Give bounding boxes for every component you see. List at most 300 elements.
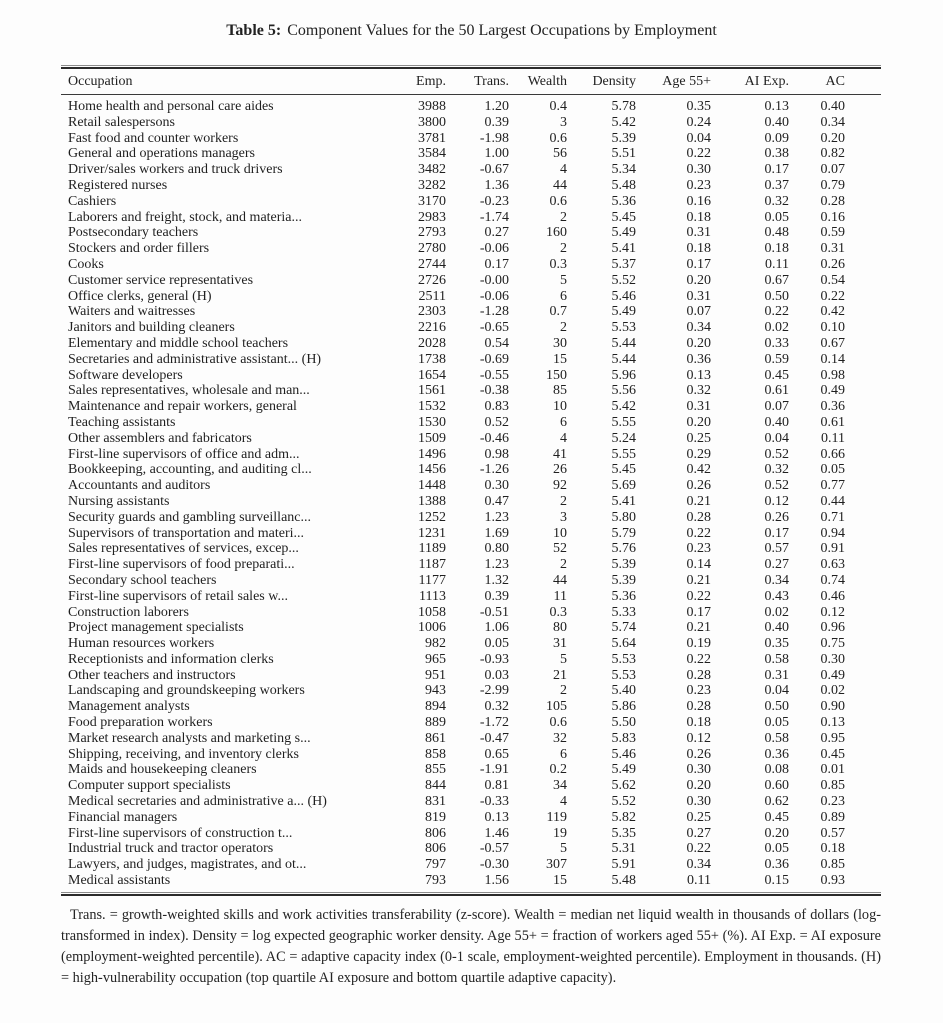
cell-age55: 0.30: [686, 794, 711, 810]
cell-density: 5.51: [611, 146, 636, 162]
cell-ai-exp: 0.40: [764, 414, 789, 430]
cell-ac: 0.26: [820, 256, 845, 272]
cell-ai-exp: 0.15: [764, 873, 789, 889]
cell-ac: 0.10: [820, 320, 845, 336]
cell-age55: 0.31: [686, 288, 711, 304]
table-caption: [0, 22, 943, 40]
cell-age55: 0.19: [686, 636, 711, 652]
cell-ai-exp: 0.43: [764, 588, 789, 604]
cell-emp: 844: [425, 778, 446, 794]
cell-ai-exp: 0.11: [765, 256, 789, 272]
cell-age55: 0.14: [686, 557, 711, 573]
cell-ai-exp: 0.17: [764, 525, 789, 541]
cell-ac: 0.67: [820, 335, 845, 351]
cell-occupation: Secretaries and administrative assistant... (H): [68, 351, 322, 367]
cell-trans: 1.32: [484, 572, 509, 588]
cell-wealth: 92: [553, 478, 567, 494]
table-row: [61, 431, 881, 447]
table-row: [61, 541, 881, 557]
cell-age55: 0.18: [686, 715, 711, 731]
cell-emp: 2744: [418, 256, 446, 272]
cell-ai-exp: 0.13: [764, 99, 789, 114]
cell-wealth: 4: [560, 162, 567, 178]
table-row: [61, 652, 881, 668]
cell-density: 5.40: [611, 683, 636, 699]
cell-density: 5.46: [611, 288, 636, 304]
cell-wealth: 5: [560, 272, 567, 288]
cell-ai-exp: 0.07: [764, 399, 789, 415]
cell-wealth: 19: [553, 825, 567, 841]
table-body: [61, 95, 881, 892]
cell-ai-exp: 0.45: [764, 367, 789, 383]
cell-ai-exp: 0.48: [764, 225, 789, 241]
cell-occupation: Teaching assistants: [68, 414, 176, 430]
cell-density: 5.79: [611, 525, 636, 541]
cell-trans: 0.17: [484, 256, 509, 272]
cell-emp: 3170: [418, 193, 446, 209]
table-row: [61, 131, 881, 147]
cell-trans: 0.52: [484, 414, 509, 430]
col-header-age55: Age 55+: [636, 69, 711, 95]
cell-occupation: Postsecondary teachers: [68, 225, 199, 241]
cell-trans: 0.03: [484, 667, 509, 683]
cell-ac: 0.90: [820, 699, 845, 715]
cell-density: 5.49: [611, 225, 636, 241]
cell-trans: -1.26: [479, 462, 509, 478]
cell-ac: 0.95: [820, 730, 845, 746]
cell-density: 5.53: [611, 667, 636, 683]
cell-density: 5.82: [611, 809, 636, 825]
cell-ac: 0.01: [820, 762, 845, 778]
cell-trans: -0.30: [479, 857, 509, 873]
cell-ac: 0.61: [820, 414, 845, 430]
cell-occupation: Retail salespersons: [68, 114, 175, 130]
cell-density: 5.42: [611, 114, 636, 130]
cell-occupation: Food preparation workers: [68, 715, 213, 731]
cell-occupation: Computer support specialists: [68, 778, 231, 794]
table-row: [61, 415, 881, 431]
cell-wealth: 32: [553, 730, 567, 746]
cell-ai-exp: 0.18: [764, 241, 789, 257]
cell-age55: 0.28: [686, 509, 711, 525]
cell-ai-exp: 0.09: [764, 130, 789, 146]
table-row: [61, 636, 881, 652]
cell-age55: 0.31: [686, 225, 711, 241]
table-row: [61, 115, 881, 131]
cell-density: 5.36: [611, 588, 636, 604]
cell-age55: 0.34: [686, 857, 711, 873]
cell-density: 5.50: [611, 715, 636, 731]
cell-age55: 0.12: [686, 730, 711, 746]
cell-ai-exp: 0.20: [764, 825, 789, 841]
cell-ac: 0.22: [820, 288, 845, 304]
cell-emp: 1509: [418, 430, 446, 446]
table-row: [61, 762, 881, 778]
cell-trans: -0.55: [479, 367, 509, 383]
cell-density: 5.78: [611, 99, 636, 114]
cell-ac: 0.79: [820, 177, 845, 193]
cell-trans: -0.47: [479, 730, 509, 746]
cell-wealth: 80: [553, 620, 567, 636]
occupations-table: [61, 69, 881, 892]
cell-wealth: 41: [553, 446, 567, 462]
cell-occupation: Office clerks, general (H): [68, 288, 212, 304]
cell-age55: 0.17: [686, 604, 711, 620]
cell-density: 5.52: [611, 794, 636, 810]
cell-wealth: 0.6: [549, 130, 567, 146]
cell-density: 5.42: [611, 399, 636, 415]
table-row: [61, 304, 881, 320]
cell-occupation: Lawyers, and judges, magistrates, and ot...: [68, 857, 307, 873]
table-5: [61, 65, 881, 896]
cell-age55: 0.29: [686, 446, 711, 462]
cell-ac: 0.46: [820, 588, 845, 604]
cell-age55: 0.21: [686, 620, 711, 636]
cell-density: 5.44: [611, 335, 636, 351]
table-row: [61, 178, 881, 194]
cell-trans: 0.30: [484, 478, 509, 494]
cell-occupation: Human resources workers: [68, 636, 215, 652]
cell-wealth: 3: [560, 114, 567, 130]
cell-density: 5.44: [611, 351, 636, 367]
table-footnote: Trans. = growth-weighted skills and work activities transferability (z-score). Wealth = median net liquid wealth in thousands of dollars (log-transformed in index). Density = log expected geographic worker density. Age 55+ = fraction of workers aged 55+ (%). AI Exp. = AI exposure (employment-weighted percentile). AC = adaptive capacity index (0-1 scale, employment-weighted percentile). Employment in thousands. (H) = high-vulnerability occupation (top quartile AI exposure and bottom quartile adaptive capacity).: [61, 906, 881, 986]
cell-density: 5.91: [611, 857, 636, 873]
cell-ai-exp: 0.05: [764, 209, 789, 225]
cell-ai-exp: 0.32: [764, 193, 789, 209]
cell-ai-exp: 0.38: [764, 146, 789, 162]
cell-wealth: 5: [560, 651, 567, 667]
table-row: [61, 289, 881, 305]
cell-ai-exp: 0.26: [764, 509, 789, 525]
cell-ac: 0.94: [820, 525, 845, 541]
cell-ai-exp: 0.37: [764, 177, 789, 193]
cell-density: 5.33: [611, 604, 636, 620]
cell-age55: 0.26: [686, 478, 711, 494]
cell-ai-exp: 0.60: [764, 778, 789, 794]
cell-wealth: 4: [560, 794, 567, 810]
cell-trans: 0.05: [484, 636, 509, 652]
cell-ac: 0.07: [820, 162, 845, 178]
cell-occupation: Home health and personal care aides: [68, 99, 274, 114]
cell-ai-exp: 0.62: [764, 794, 789, 810]
cell-ac: 0.82: [820, 146, 845, 162]
cell-age55: 0.23: [686, 177, 711, 193]
cell-wealth: 31: [553, 636, 567, 652]
cell-density: 5.74: [611, 620, 636, 636]
header-row: [61, 69, 881, 95]
cell-emp: 1058: [418, 604, 446, 620]
cell-wealth: 4: [560, 430, 567, 446]
cell-ac: 0.02: [820, 683, 845, 699]
cell-occupation: Secondary school teachers: [68, 572, 217, 588]
table-row: [61, 715, 881, 731]
cell-density: 5.41: [611, 493, 636, 509]
cell-age55: 0.17: [686, 256, 711, 272]
cell-trans: -0.69: [479, 351, 509, 367]
cell-emp: 1187: [418, 557, 446, 573]
cell-emp: 793: [425, 873, 446, 889]
cell-ac: 0.93: [820, 873, 845, 889]
cell-ai-exp: 0.32: [764, 462, 789, 478]
table-row: [61, 494, 881, 510]
cell-trans: 0.83: [484, 399, 509, 415]
cell-ac: 0.31: [820, 241, 845, 257]
cell-density: 5.96: [611, 367, 636, 383]
cell-trans: -2.99: [479, 683, 509, 699]
cell-age55: 0.35: [686, 99, 711, 114]
table-row: [61, 683, 881, 699]
cell-occupation: Construction laborers: [68, 604, 189, 620]
cell-wealth: 2: [560, 493, 567, 509]
cell-emp: 831: [425, 794, 446, 810]
cell-ac: 0.66: [820, 446, 845, 462]
cell-emp: 2780: [418, 241, 446, 257]
cell-ai-exp: 0.59: [764, 351, 789, 367]
cell-wealth: 6: [560, 746, 567, 762]
cell-trans: 0.80: [484, 541, 509, 557]
cell-emp: 2028: [418, 335, 446, 351]
table-row: [61, 857, 881, 873]
cell-occupation: Software developers: [68, 367, 183, 383]
table-row: [61, 810, 881, 826]
cell-ai-exp: 0.36: [764, 857, 789, 873]
cell-density: 5.37: [611, 256, 636, 272]
cell-wealth: 30: [553, 335, 567, 351]
col-header-emp: Emp.: [391, 69, 446, 95]
cell-occupation: Financial managers: [68, 809, 178, 825]
cell-emp: 1456: [418, 462, 446, 478]
cell-emp: 1189: [418, 541, 446, 557]
table-row: [61, 194, 881, 210]
table-row: [61, 462, 881, 478]
table-row: [61, 841, 881, 857]
cell-wealth: 105: [546, 699, 567, 715]
cell-ac: 0.54: [820, 272, 845, 288]
cell-ai-exp: 0.27: [764, 557, 789, 573]
table-row: [61, 605, 881, 621]
table-row: [61, 399, 881, 415]
table-bottom-rule: [61, 892, 881, 896]
cell-ai-exp: 0.34: [764, 572, 789, 588]
cell-occupation: First-line supervisors of office and adm...: [68, 446, 300, 462]
cell-occupation: Waiters and waitresses: [68, 304, 196, 320]
cell-trans: 0.98: [484, 446, 509, 462]
cell-trans: 1.23: [484, 557, 509, 573]
cell-emp: 1561: [418, 383, 446, 399]
cell-age55: 0.22: [686, 588, 711, 604]
cell-occupation: Elementary and middle school teachers: [68, 335, 289, 351]
cell-density: 5.31: [611, 841, 636, 857]
cell-occupation: Management analysts: [68, 699, 190, 715]
cell-occupation: First-line supervisors of construction t...: [68, 825, 293, 841]
cell-density: 5.55: [611, 414, 636, 430]
cell-occupation: Shipping, receiving, and inventory clerks: [68, 746, 299, 762]
cell-ac: 0.96: [820, 620, 845, 636]
cell-occupation: Sales representatives, wholesale and man...: [68, 383, 310, 399]
cell-age55: 0.32: [686, 383, 711, 399]
cell-emp: 3584: [418, 146, 446, 162]
cell-age55: 0.18: [686, 241, 711, 257]
cell-occupation: First-line supervisors of food preparati...: [68, 557, 295, 573]
table-row: [61, 699, 881, 715]
cell-ai-exp: 0.57: [764, 541, 789, 557]
cell-occupation: Customer service representatives: [68, 272, 254, 288]
col-header-density: Density: [567, 69, 636, 95]
cell-ac: 0.63: [820, 557, 845, 573]
cell-trans: 1.36: [484, 177, 509, 193]
table-row: [61, 447, 881, 463]
cell-ai-exp: 0.22: [764, 304, 789, 320]
table-row: [61, 731, 881, 747]
cell-ac: 0.11: [821, 430, 845, 446]
cell-trans: -1.72: [479, 715, 509, 731]
cell-occupation: Bookkeeping, accounting, and auditing cl...: [68, 462, 312, 478]
cell-emp: 3282: [418, 177, 446, 193]
cell-trans: -0.93: [479, 651, 509, 667]
cell-ai-exp: 0.04: [764, 430, 789, 446]
cell-ai-exp: 0.61: [764, 383, 789, 399]
table-caption-label: Table 5:: [226, 22, 282, 39]
cell-trans: -0.06: [479, 288, 509, 304]
cell-ac: 0.59: [820, 225, 845, 241]
cell-ac: 0.89: [820, 809, 845, 825]
table-row: [61, 510, 881, 526]
cell-wealth: 0.6: [549, 715, 567, 731]
cell-ac: 0.18: [820, 841, 845, 857]
cell-trans: 0.81: [484, 778, 509, 794]
cell-ai-exp: 0.31: [764, 667, 789, 683]
cell-wealth: 6: [560, 288, 567, 304]
cell-wealth: 0.7: [549, 304, 567, 320]
cell-density: 5.55: [611, 446, 636, 462]
cell-density: 5.56: [611, 383, 636, 399]
cell-wealth: 15: [553, 873, 567, 889]
cell-density: 5.39: [611, 557, 636, 573]
cell-wealth: 150: [546, 367, 567, 383]
cell-occupation: General and operations managers: [68, 146, 255, 162]
cell-trans: -0.46: [479, 430, 509, 446]
cell-emp: 3482: [418, 162, 446, 178]
cell-wealth: 160: [546, 225, 567, 241]
cell-occupation: Supervisors of transportation and materi...: [68, 525, 305, 541]
cell-emp: 3988: [418, 99, 446, 114]
cell-ai-exp: 0.50: [764, 699, 789, 715]
cell-emp: 806: [425, 825, 446, 841]
cell-trans: -0.51: [479, 604, 509, 620]
cell-emp: 1252: [418, 509, 446, 525]
cell-age55: 0.34: [686, 320, 711, 336]
cell-wealth: 0.2: [549, 762, 567, 778]
cell-age55: 0.20: [686, 335, 711, 351]
cell-density: 5.39: [611, 572, 636, 588]
cell-emp: 2216: [418, 320, 446, 336]
table-row: [61, 368, 881, 384]
cell-emp: 797: [425, 857, 446, 873]
cell-age55: 0.22: [686, 146, 711, 162]
table-row: [61, 257, 881, 273]
cell-trans: -0.33: [479, 794, 509, 810]
cell-density: 5.49: [611, 762, 636, 778]
cell-age55: 0.24: [686, 114, 711, 130]
cell-trans: -1.74: [479, 209, 509, 225]
cell-ac: 0.75: [820, 636, 845, 652]
cell-occupation: Stockers and order fillers: [68, 241, 210, 257]
cell-wealth: 2: [560, 683, 567, 699]
cell-trans: -1.98: [479, 130, 509, 146]
table-row: [61, 241, 881, 257]
cell-age55: 0.16: [686, 193, 711, 209]
cell-trans: 0.47: [484, 493, 509, 509]
cell-age55: 0.20: [686, 272, 711, 288]
cell-occupation: Sales representatives of services, excep...: [68, 541, 299, 557]
cell-emp: 889: [425, 715, 446, 731]
cell-ac: 0.49: [820, 667, 845, 683]
table-caption-text: Component Values for the 50 Largest Occupations by Employment: [287, 22, 717, 39]
cell-ac: 0.74: [820, 572, 845, 588]
cell-occupation: Market research analysts and marketing s...: [68, 730, 311, 746]
col-header-trans: Trans.: [446, 69, 509, 95]
cell-wealth: 0.3: [549, 256, 567, 272]
cell-occupation: Accountants and auditors: [68, 478, 211, 494]
cell-ac: 0.34: [820, 114, 845, 130]
cell-wealth: 307: [546, 857, 567, 873]
cell-emp: 819: [425, 809, 446, 825]
cell-age55: 0.20: [686, 778, 711, 794]
cell-ai-exp: 0.05: [764, 715, 789, 731]
cell-trans: 1.56: [484, 873, 509, 889]
table-row: [61, 320, 881, 336]
cell-age55: 0.27: [686, 825, 711, 841]
cell-ai-exp: 0.08: [764, 762, 789, 778]
cell-wealth: 10: [553, 399, 567, 415]
cell-wealth: 0.3: [549, 604, 567, 620]
cell-trans: 1.46: [484, 825, 509, 841]
cell-density: 5.53: [611, 320, 636, 336]
cell-emp: 894: [425, 699, 446, 715]
cell-occupation: Janitors and building cleaners: [68, 320, 235, 336]
cell-emp: 1496: [418, 446, 446, 462]
table-row: [61, 794, 881, 810]
cell-age55: 0.23: [686, 683, 711, 699]
cell-trans: -0.38: [479, 383, 509, 399]
cell-trans: 0.39: [484, 588, 509, 604]
cell-emp: 1654: [418, 367, 446, 383]
cell-ac: 0.14: [820, 351, 845, 367]
cell-trans: 0.54: [484, 335, 509, 351]
cell-ac: 0.98: [820, 367, 845, 383]
cell-density: 5.83: [611, 730, 636, 746]
cell-wealth: 0.6: [549, 193, 567, 209]
cell-ac: 0.28: [820, 193, 845, 209]
cell-age55: 0.04: [686, 130, 711, 146]
cell-occupation: Receptionists and information clerks: [68, 651, 274, 667]
cell-wealth: 44: [553, 177, 567, 193]
cell-emp: 2511: [418, 288, 446, 304]
cell-density: 5.80: [611, 509, 636, 525]
cell-density: 5.86: [611, 699, 636, 715]
cell-ac: 0.85: [820, 778, 845, 794]
cell-ai-exp: 0.40: [764, 114, 789, 130]
cell-emp: 855: [425, 762, 446, 778]
cell-emp: 858: [425, 746, 446, 762]
cell-density: 5.35: [611, 825, 636, 841]
cell-ac: 0.05: [820, 462, 845, 478]
cell-emp: 861: [425, 730, 446, 746]
cell-emp: 3800: [418, 114, 446, 130]
cell-occupation: Maids and housekeeping cleaners: [68, 762, 257, 778]
table-row: [61, 620, 881, 636]
cell-wealth: 34: [553, 778, 567, 794]
